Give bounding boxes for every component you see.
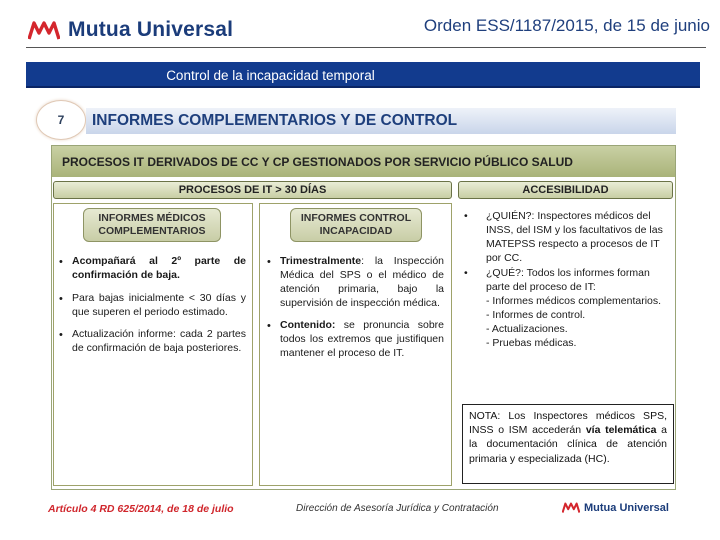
list-item-lead: Acompañará al 2º parte de confirmación de baja.	[72, 255, 246, 281]
medical-reports-list	[58, 255, 246, 365]
accessibility-subhead: ACCESIBILIDAD	[458, 181, 673, 199]
brand-name: Mutua Universal	[68, 18, 234, 41]
it-processes-subhead: PROCESOS DE IT > 30 DÍAS	[53, 181, 452, 199]
list-item-lead: Contenido:	[280, 319, 336, 332]
accessibility-who-text: ¿QUIÉN?: Inspectores médicos del INSS, del ISM y los facultativos de las MATEPSS respecto a procesos de IT por CC.	[486, 210, 663, 264]
control-reports-title-line2: INCAPACIDAD	[319, 225, 393, 237]
list-item	[58, 292, 246, 320]
footer-logo	[562, 501, 669, 514]
list-item: - Pruebas médicas.	[486, 336, 577, 349]
list-item-lead: Trimestralmente	[280, 255, 362, 267]
medical-reports-header	[83, 208, 221, 242]
list-item-text: : la Inspección Médica del SPS o el médico de atención primaria, bajo la supervisión de inspección médica.	[280, 255, 444, 309]
control-reports-header	[290, 208, 422, 242]
mutua-universal-logo-icon	[28, 19, 60, 41]
list-item-text: Para bajas inicialmente < 30 días y que superen el periodo estimado.	[72, 291, 246, 318]
list-item-text: se pronuncia sobre todos los extremos que justifiquen mantener el proceso de IT.	[280, 319, 444, 360]
footer-brand-name: Mutua Universal	[584, 501, 669, 514]
footer-article: Artículo 4 RD 625/2014, de 18 de julio	[48, 503, 234, 515]
title-bar-text: Control de la incapacidad temporal	[166, 68, 375, 83]
accessibility-what	[462, 267, 670, 350]
accessibility-list	[462, 210, 670, 353]
medical-reports-title-line1: INFORMES MÉDICOS	[98, 212, 206, 225]
note-text-end: a la documentación clínica de atención primaria y especializada (HC).	[469, 424, 667, 465]
control-reports-title-line1: INFORMES CONTROL	[300, 212, 412, 225]
control-reports-list	[266, 255, 444, 370]
note-box	[462, 404, 674, 484]
note-text-bold: vía telemática	[585, 424, 657, 437]
diagram-main-title: PROCESOS IT DERIVADOS DE CC Y CP GESTIONADOS POR SERVICIO PÚBLICO SALUD	[52, 146, 675, 177]
list-item: - Actualizaciones.	[486, 322, 568, 335]
order-reference: Orden ESS/1187/2015, de 15 de junio	[423, 16, 710, 35]
section-number: 7	[36, 100, 86, 140]
list-item-text: Actualización informe: cada 2 partes de confirmación de baja posteriores.	[72, 328, 246, 355]
footer-direction: Dirección de Asesoría Jurídica y Contratación	[296, 503, 499, 514]
medical-reports-title-line2: COMPLEMENTARIOS	[98, 225, 206, 237]
accessibility-what-text: ¿QUÉ?: Todos los informes forman parte del proceso de IT:	[486, 267, 650, 294]
accessibility-who	[462, 210, 670, 265]
section-title: INFORMES COMPLEMENTARIOS Y DE CONTROL	[86, 108, 676, 134]
brand-logo	[28, 18, 233, 42]
header-divider	[26, 47, 706, 48]
list-item	[58, 255, 246, 283]
list-item: - Informes médicos complementarios.	[486, 295, 662, 308]
mutua-universal-logo-icon	[562, 501, 580, 514]
list-item	[266, 319, 444, 361]
list-item	[266, 255, 444, 310]
list-item: - Informes de control.	[486, 309, 586, 322]
list-item	[58, 328, 246, 356]
note-text-start: NOTA: Los Inspectores médicos SPS, INSS o ISM accederán	[469, 410, 667, 437]
